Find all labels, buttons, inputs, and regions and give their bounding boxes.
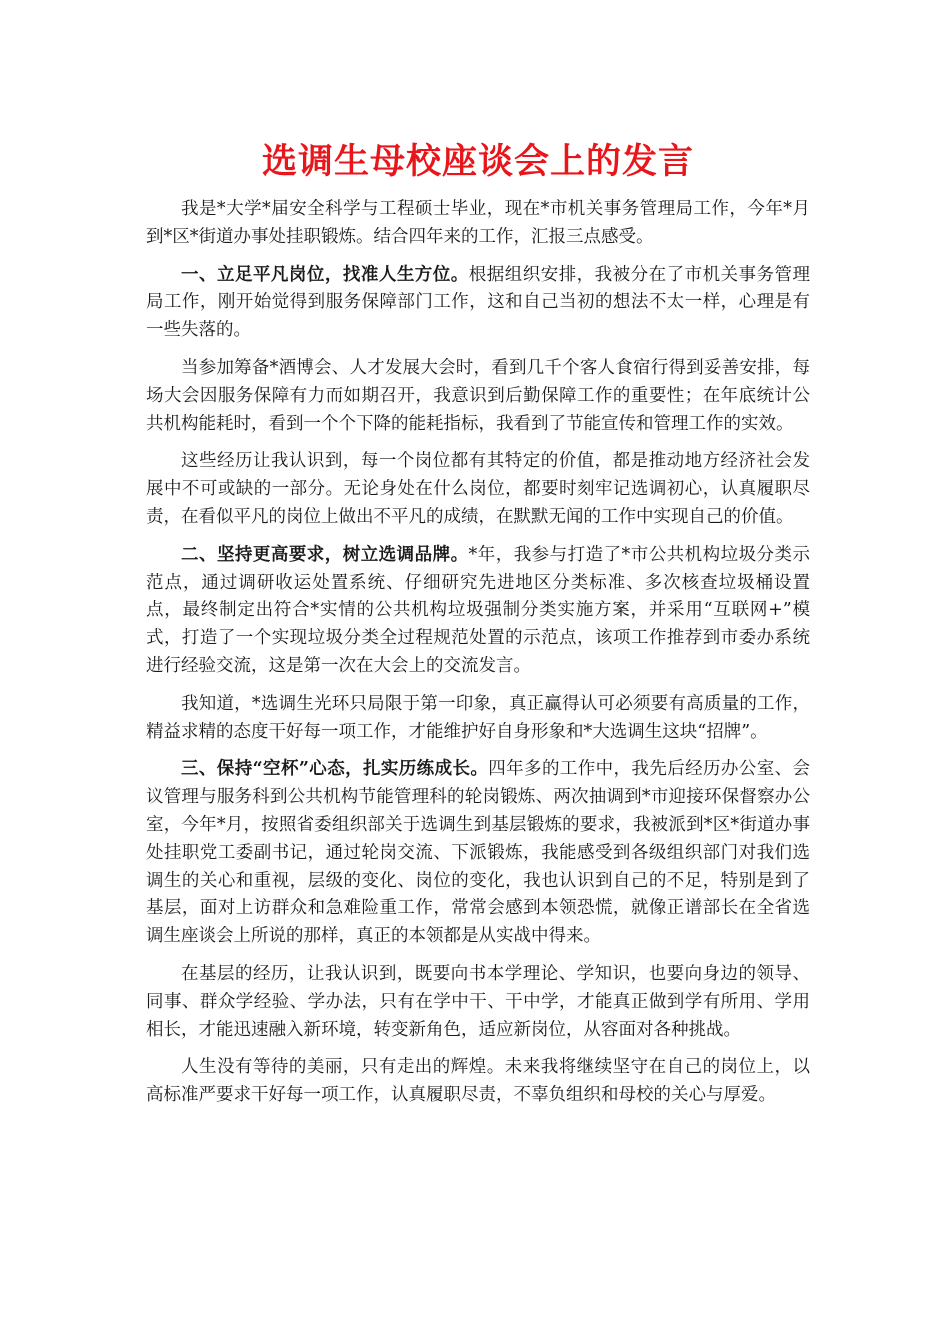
paragraph-text: 根据组织安排，我被分在了市机关事务管理局工作，刚开始觉得到服务保障部门工作，这和自己当初的想法不太一样，心理是有一些失落的。	[146, 264, 810, 341]
paragraph-text: 当参加筹备*酒博会、人才发展大会时，看到几千个客人食宿行得到妥善安排，每场大会因服务保障有力而如期召开，我意识到后勤保障工作的重要性；在年底统计公共机构能耗时，看到一个个下降的能耗指标，我看到了节能宣传和管理工作的实效。	[146, 357, 810, 434]
section-heading: 三、保持“空杯”心态，扎实历练成长。	[181, 759, 489, 780]
paragraph-text: 这些经历让我认识到，每一个岗位都有其特定的价值，都是推动地方经济社会发展中不可或缺的一部分。无论身处在什么岗位，都要时刻牢记选调初心，认真履职尽责，在看似平凡的岗位上做出不平凡的成绩，在默默无闻的工作中实现自己的价值。	[146, 451, 810, 527]
paragraph-intro	[146, 196, 810, 252]
paragraph-closing	[146, 1054, 810, 1110]
paragraph-text: 四年多的工作中，我先后经历办公室、会议管理与服务科到公共机构节能管理科的轮岗锻炼、两次抽调到*市迎接环保督察办公室，今年*月，按照省委组织部关于选调生到基层锻炼的要求，我被派到*区*街道办事处挂职党工委副书记，通过轮岗交流、下派锻炼，我能感受到各级组织部门对我们选调生的关心和重视，层级的变化、岗位的变化，我也认识到自己的不足，特别是到了基层，面对上访群众和急难险重工作，常常会感到本领恐慌，就像正谱部长在全省选调生座谈会上所说的那样，真正的本领都是从实战中得来。	[146, 759, 810, 947]
paragraph-body	[146, 355, 810, 438]
paragraph-text: *年，我参与打造了*市公共机构垃圾分类示范点，通过调研收运处置系统、仔细研究先进地区分类标准、多次核查垃圾桶设置点，最终制定出符合*实情的公共机构垃圾强制分类实施方案，并采用“互联网+”模式，打造了一个实现垃圾分类全过程规范处置的示范点，该项工作推荐到市委办系统进行经验交流，这是第一次在大会上的交流发言。	[146, 544, 811, 676]
paragraph-text: 我是*大学*届安全科学与工程硕士毕业，现在*市机关事务管理局工作，今年*月到*区*街道办事处挂职锻炼。结合四年来的工作，汇报三点感受。	[146, 199, 810, 247]
section-heading: 二、坚持更高要求，树立选调品牌。	[181, 544, 469, 565]
document-title: 选调生母校座谈会上的发言	[261, 141, 694, 182]
paragraph-section-three	[146, 756, 810, 951]
document-page	[146, 136, 810, 1120]
paragraph-section-one	[146, 262, 810, 345]
paragraph-section-two	[146, 542, 810, 681]
paragraph-body	[146, 961, 810, 1044]
paragraph-text: 我知道，*选调生光环只局限于第一印象，真正赢得认可必须要有高质量的工作，精益求精的态度干好每一项工作，才能维护好自身形象和*大选调生这块“招牌”。	[146, 693, 810, 742]
section-heading: 一、立足平凡岗位，找准人生方位。	[181, 264, 469, 285]
paragraph-text: 人生没有等待的美丽，只有走出的辉煌。未来我将继续坚守在自己的岗位上，以高标准严要求干好每一项工作，认真履职尽责，不辜负组织和母校的关心与厚爱。	[146, 1057, 810, 1106]
paragraph-text: 在基层的经历，让我认识到，既要向书本学理论、学知识，也要向身边的领导、同事、群众学经验、学办法，只有在学中干、干中学，才能真正做到学有所用、学用相长，才能迅速融入新环境，转变新角色，适应新岗位，从容面对各种挑战。	[146, 963, 810, 1040]
paragraph-body	[146, 691, 810, 747]
paragraph-body	[146, 448, 810, 531]
